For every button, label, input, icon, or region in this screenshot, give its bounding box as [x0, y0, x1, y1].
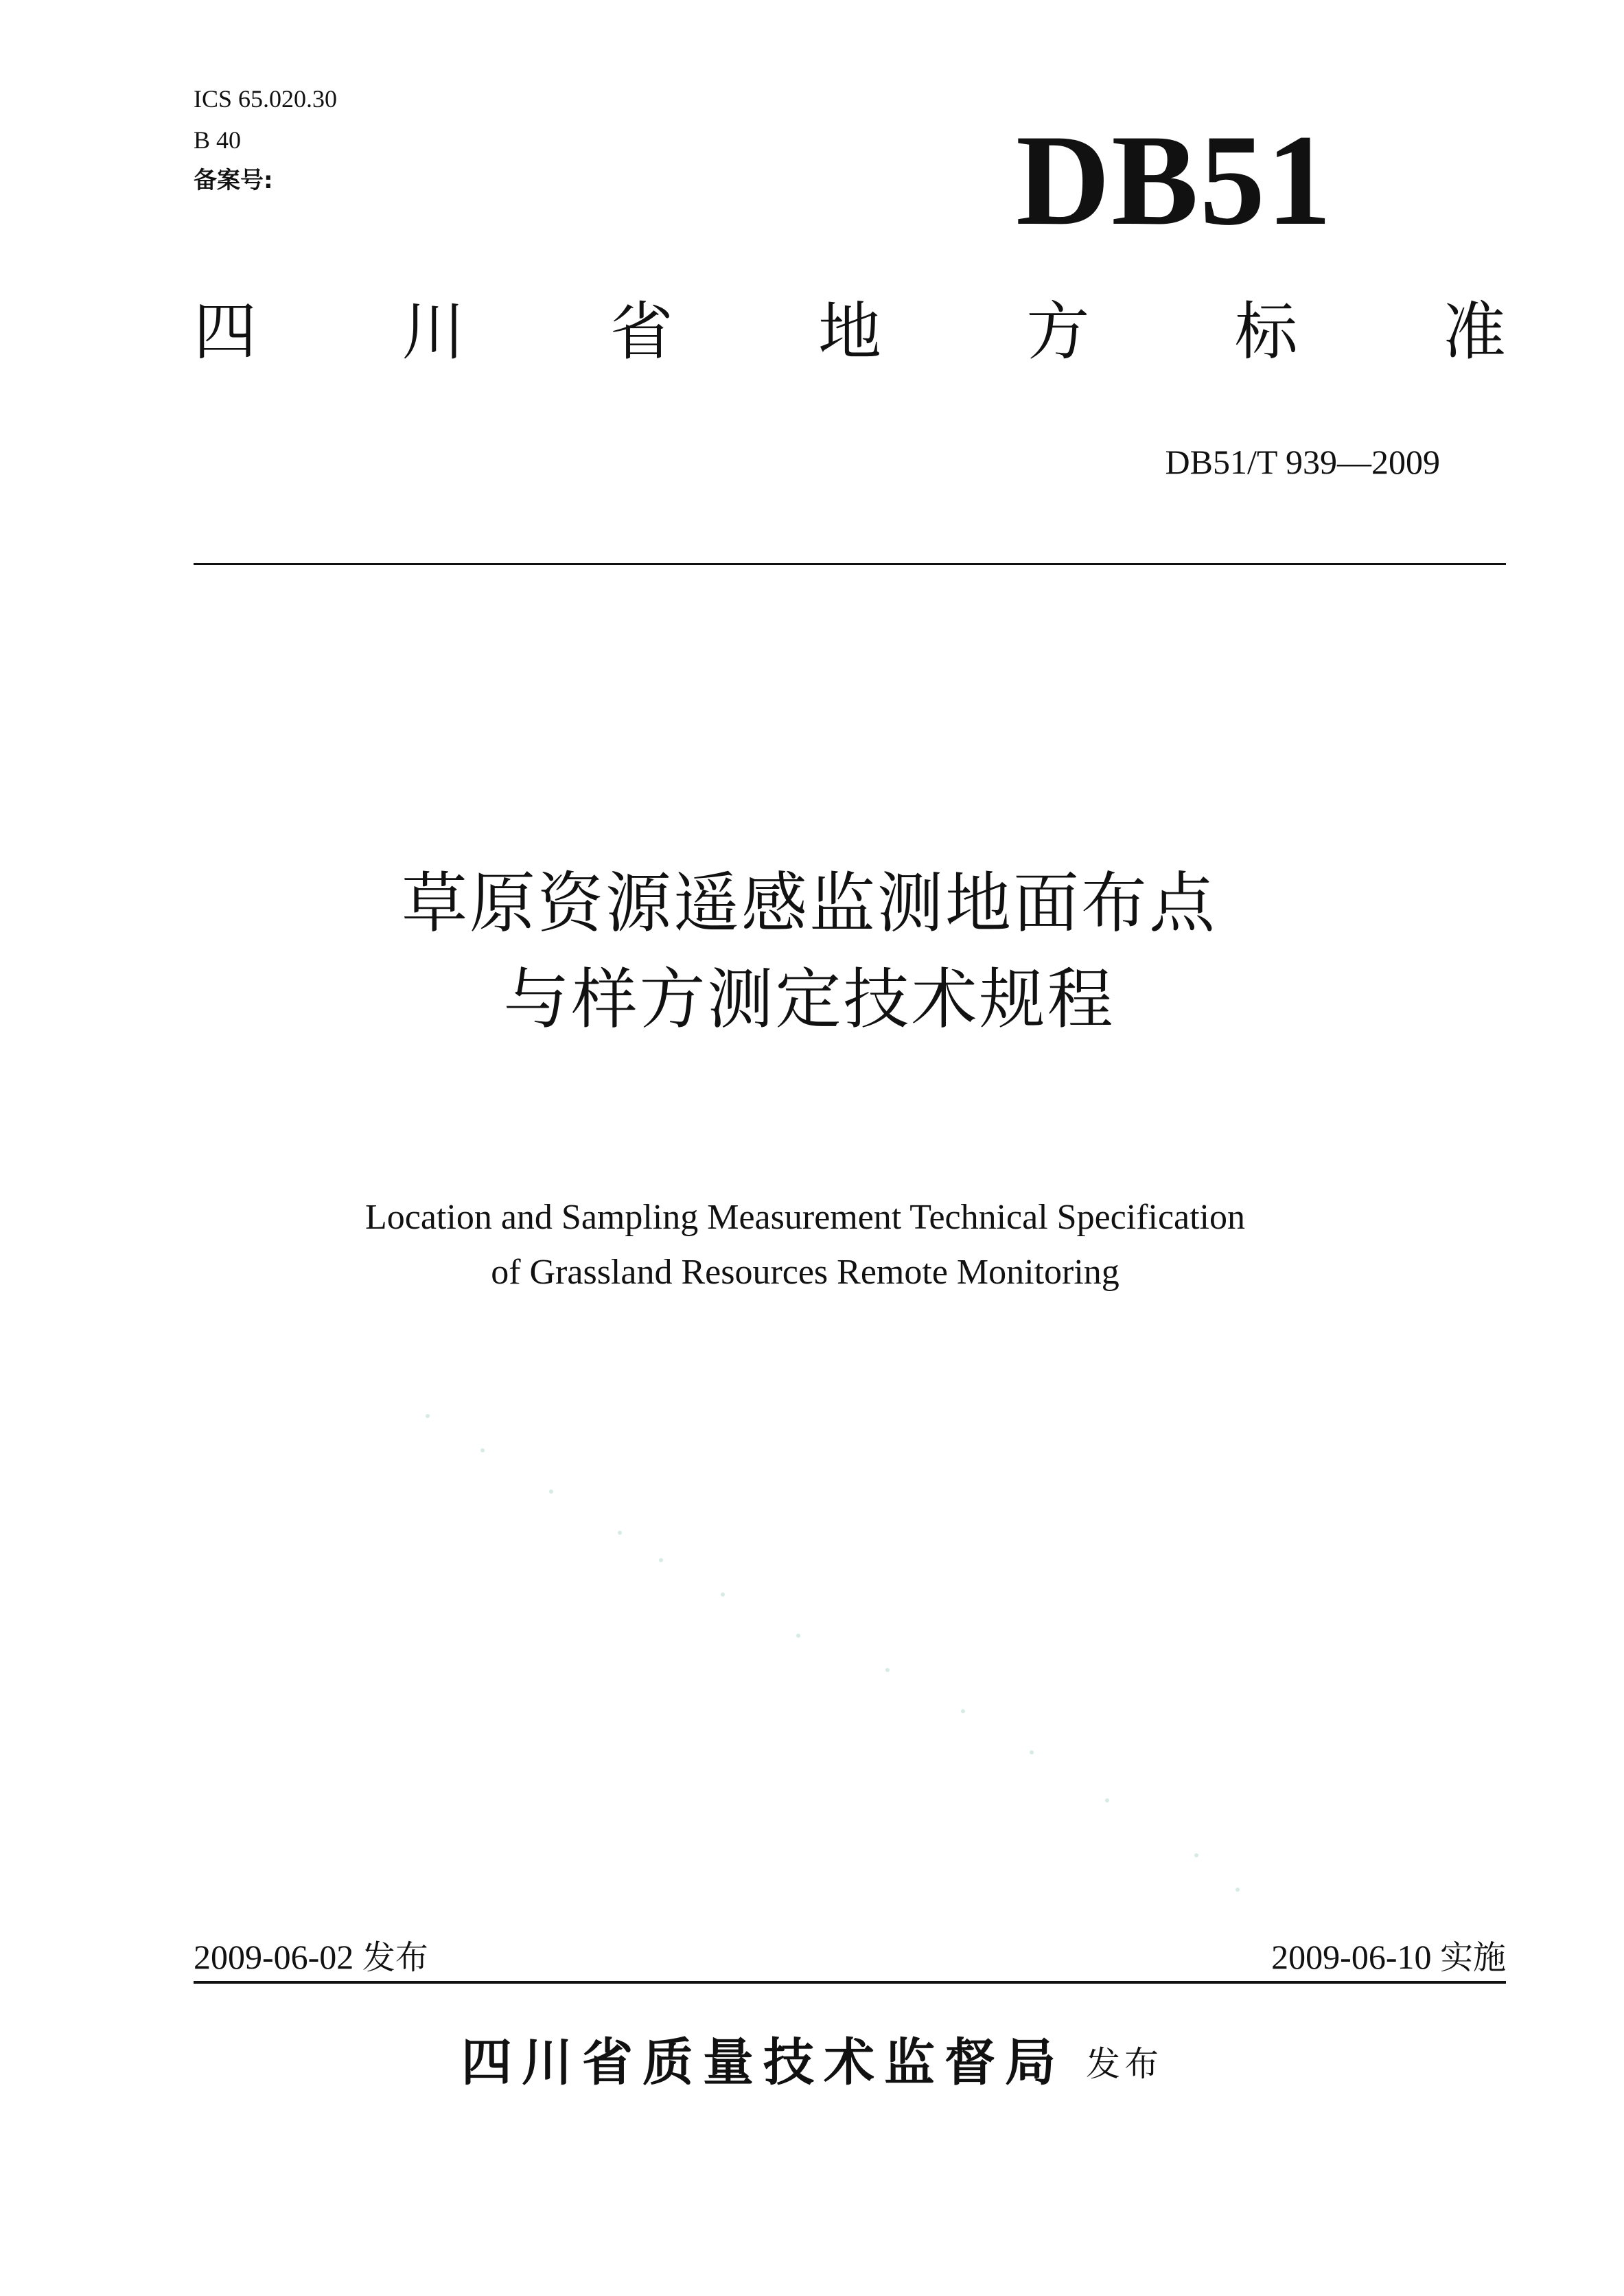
- standard-type-char: 标: [1234, 295, 1298, 369]
- en-title-line-2: of Grassland Resources Remote Monitoring: [491, 1253, 1120, 1292]
- cn-title-line-1: 草原资源遥感监测地面布点: [402, 865, 1217, 942]
- footer-divider: [194, 1981, 1506, 1984]
- publisher-suffix: 发布: [1086, 2044, 1163, 2084]
- standard-type-title: [194, 295, 1506, 369]
- en-title-line-1: Location and Sampling Measurement Technical Specification: [365, 1198, 1245, 1237]
- publisher: [0, 2033, 1624, 2092]
- implementation-date-value: 2009-06-10: [1271, 1938, 1432, 1976]
- standard-type-char: 省: [610, 295, 673, 369]
- standard-type-char: 四: [194, 295, 257, 369]
- standard-type-char: 方: [1026, 295, 1090, 369]
- cn-title-line-2: 与样方测定技术规程: [503, 961, 1115, 1038]
- implementation-date-label: 实施: [1439, 1938, 1506, 1977]
- issue-date: [194, 1938, 428, 1977]
- standard-number: DB51/T 939—2009: [1165, 443, 1440, 481]
- publisher-name: 四川省质量技术监督局: [461, 2033, 1065, 2092]
- standard-type-char: 川: [402, 295, 465, 369]
- standard-type-char: 准: [1442, 295, 1506, 369]
- issue-date-label: 发布: [362, 1938, 428, 1977]
- standard-type-char: 地: [817, 295, 881, 369]
- db51-logo: DB51: [1016, 108, 1333, 253]
- issue-date-value: 2009-06-02: [194, 1938, 354, 1976]
- implementation-date: [1271, 1938, 1506, 1977]
- ccs-code: B 40: [194, 126, 242, 154]
- ics-code: ICS 65.020.30: [194, 85, 338, 113]
- filing-number-label: 备案号:: [194, 167, 273, 194]
- header-divider: [194, 563, 1506, 565]
